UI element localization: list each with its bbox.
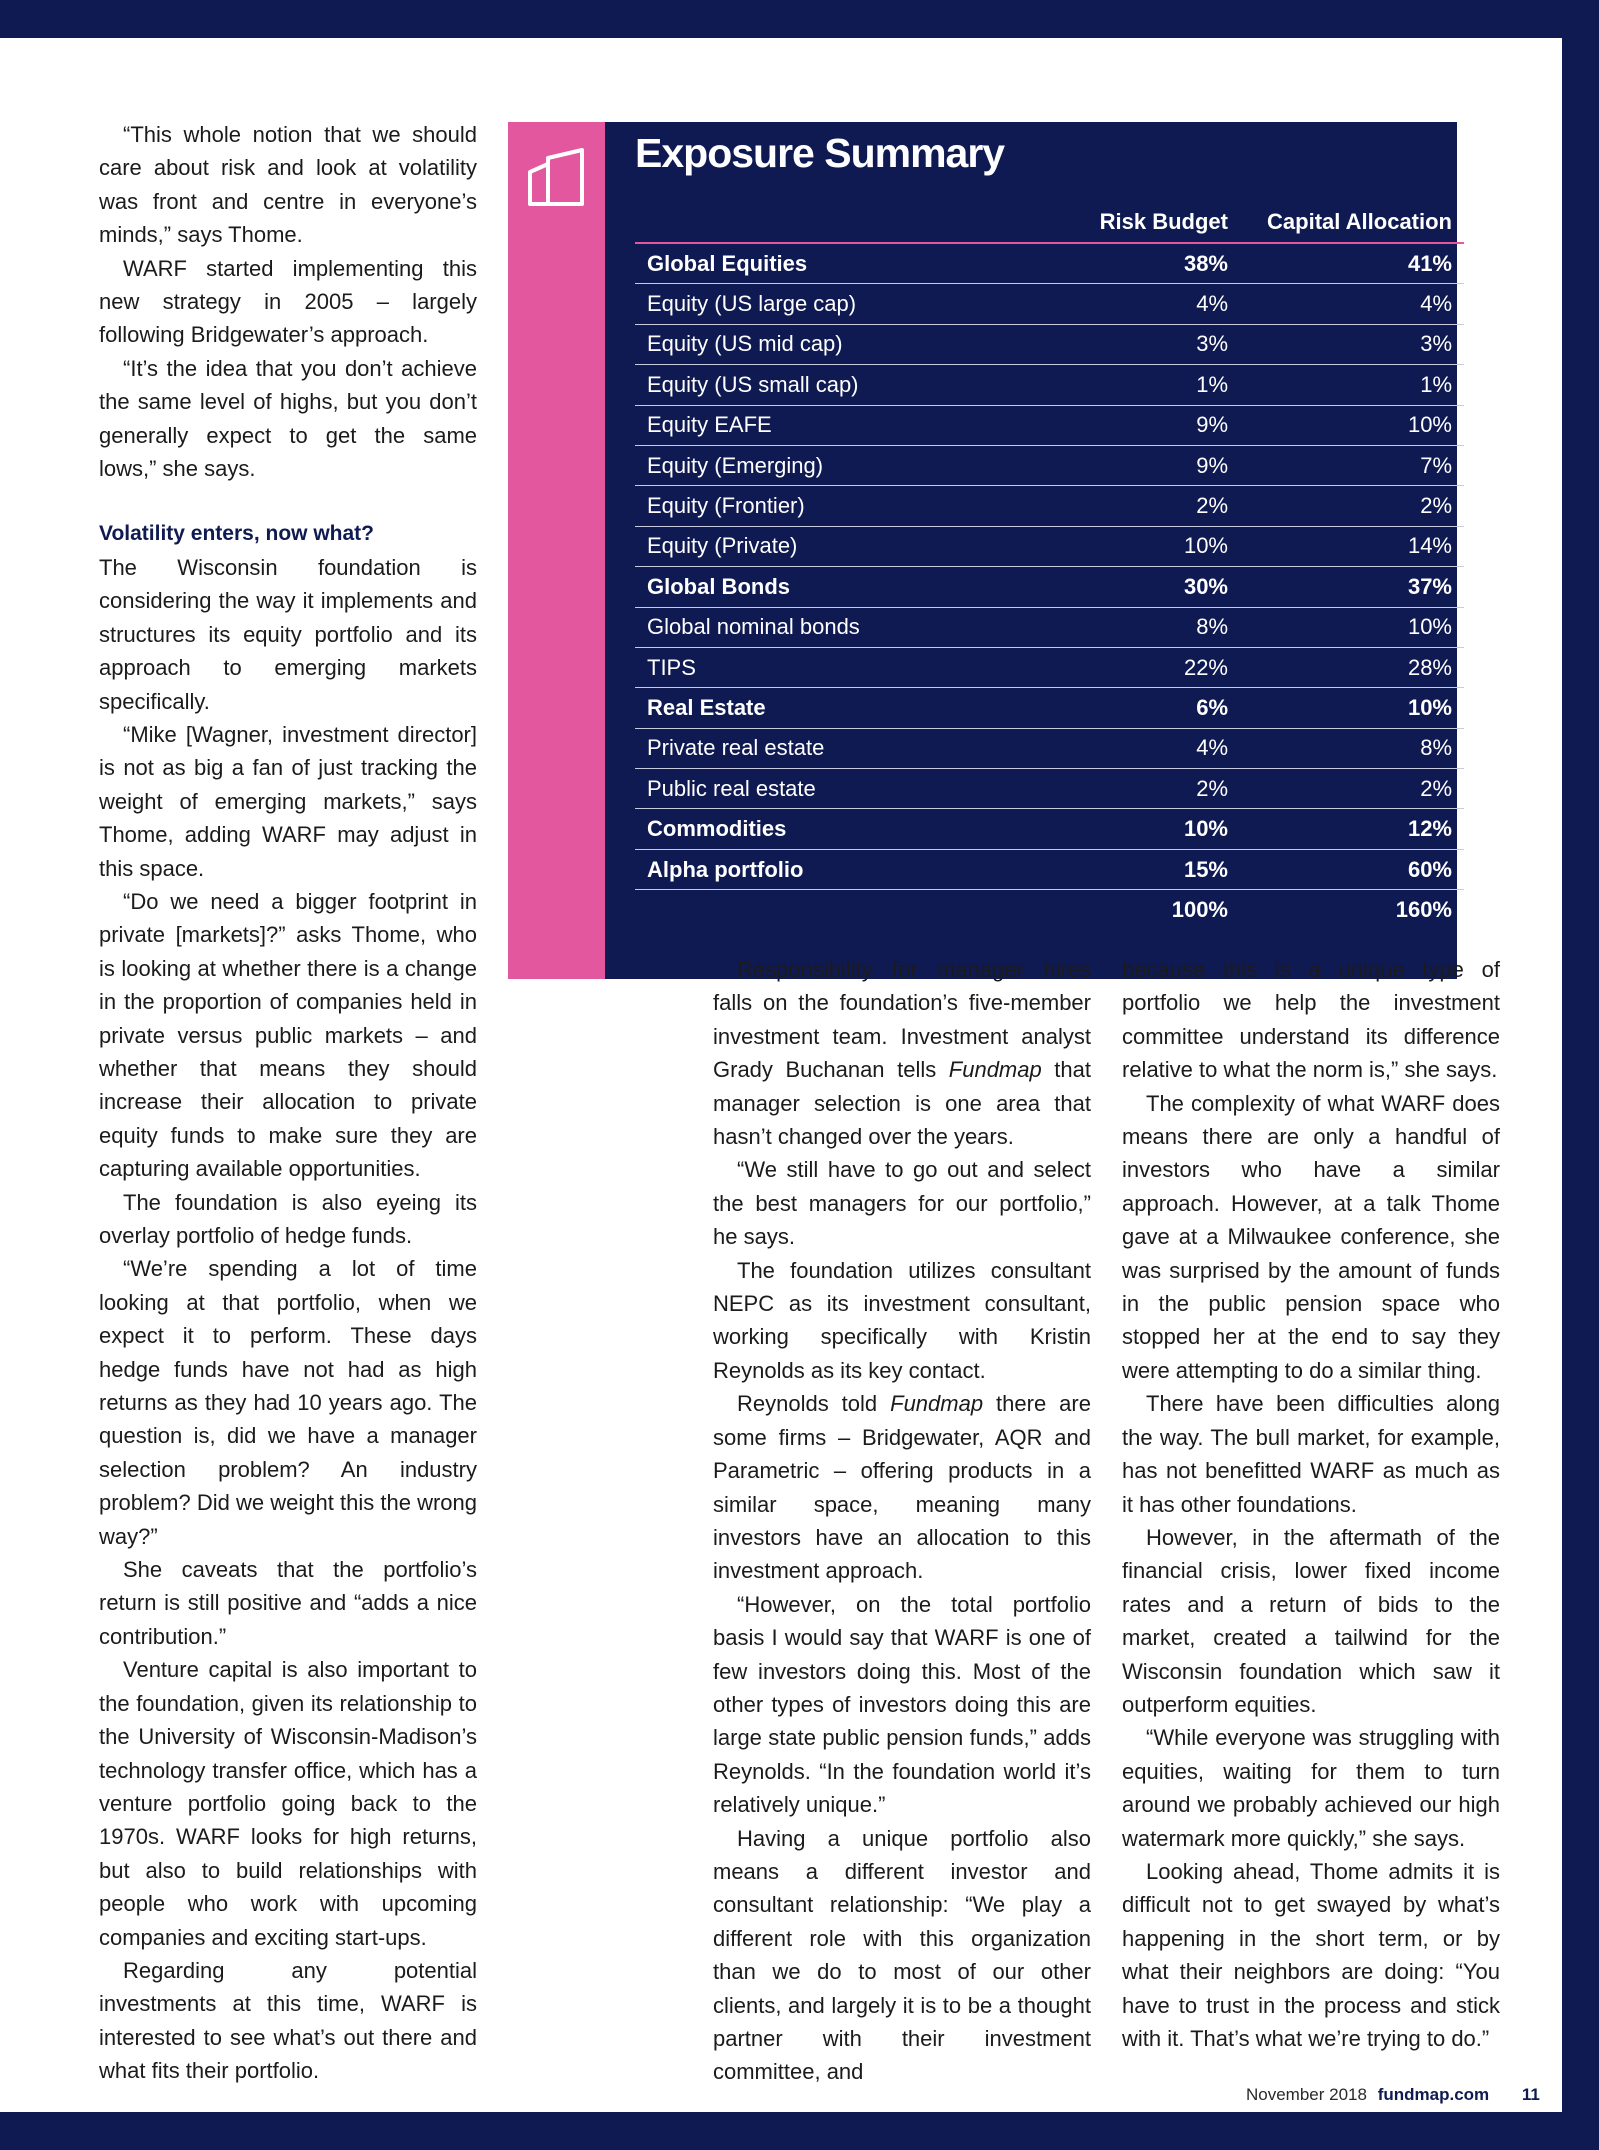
header-category (635, 202, 1036, 243)
row-risk: 6% (1036, 688, 1240, 728)
paragraph: WARF started implementing this new strategy in 2005 – largely following Bridgewater’s approach. (99, 255, 477, 348)
row-capital: 160% (1395, 896, 1452, 922)
paragraph: The complexity of what WARF does means there are only a handful of investors who have a similar approach. However, at a talk Thome gave at a Milwaukee conference, she was surprised by the amount of funds in the public pension space who stopped her at the end to say they were attempting to do a similar thing. (1122, 1090, 1500, 1383)
row-capital: 10% (1240, 607, 1464, 647)
paragraph: The foundation is also eyeing its overlay portfolio of hedge funds. (99, 1189, 477, 1248)
building-icon (526, 148, 590, 206)
magazine-page (0, 38, 1562, 2112)
table-row (635, 324, 1464, 364)
table-row (635, 567, 1464, 607)
row-risk: 38% (1036, 243, 1240, 284)
row-risk: 9% (1036, 405, 1240, 445)
row-risk: 4% (1036, 728, 1240, 768)
paragraph: because this is a unique type of portfolio we help the investment committee understand its difference relative to what the norm is,” she says. (1122, 957, 1500, 1083)
row-capital: 28% (1240, 647, 1464, 687)
row-label: Real Estate (635, 688, 1036, 728)
row-label: Equity (US small cap) (635, 365, 1036, 405)
paragraph: Having a unique portfolio also means a different investor and consultant relationship: “We play a different role with this organization than we do to most of our other clients, and largely it is to be a thought partner with their investment committee, and (713, 1825, 1091, 2085)
row-label: Equity (US large cap) (635, 284, 1036, 324)
row-risk: 100% (1171, 896, 1228, 922)
table-row (635, 809, 1464, 849)
table-row (635, 284, 1464, 324)
text-column-3 (1122, 953, 1500, 2055)
paragraph: She caveats that the portfolio’s return is still positive and “adds a nice contribution.” (99, 1557, 477, 1649)
paragraph: Venture capital is also important to the foundation, given its relationship to the University of Wisconsin-Madison’s technology transfer office, which has a venture portfolio going back to the 1970s. WARF looks for high returns, but also to build relationships with people who work with upcoming companies and exciting start-ups. (99, 1657, 477, 1950)
section-heading: Volatility enters, now what? (99, 522, 374, 546)
row-risk: 2% (1036, 486, 1240, 526)
row-label: Global nominal bonds (635, 607, 1036, 647)
row-capital: 41% (1240, 243, 1464, 284)
row-capital: 2% (1240, 769, 1464, 809)
row-capital: 37% (1240, 567, 1464, 607)
table-row (635, 688, 1464, 728)
table-row (635, 647, 1464, 687)
table-row (635, 486, 1464, 526)
table-row (635, 445, 1464, 485)
paragraph: “Do we need a bigger footprint in private [markets]?” asks Thome, who is looking at whether there is a change in the proportion of companies held in private versus public markets – and whether that means they should increase their allocation to private equity funds to make sure they are capturing available opportunities. (99, 888, 477, 1182)
panel-title: Exposure Summary (635, 130, 1005, 176)
paragraph: Regarding any potential investments at this time, WARF is interested to see what’s out there and what fits their portfolio. (99, 1957, 477, 2084)
row-risk: 8% (1036, 607, 1240, 647)
row-label: Global Bonds (635, 567, 1036, 607)
paragraph: “While everyone was struggling with equities, waiting for them to turn around we probably achieved our high watermark more quickly,” she says. (1122, 1725, 1500, 1851)
paragraph: “We still have to go out and select the best managers for our portfolio,” he says. (713, 1157, 1091, 1250)
paragraph: “Mike [Wagner, investment director] is not as big a fan of just tracking the weight of emerging markets,” says Thome, adding WARF may adjust in this space. (99, 721, 477, 881)
sidebar-accent-bar (508, 122, 605, 979)
row-label: TIPS (635, 647, 1036, 687)
row-risk: 15% (1036, 849, 1240, 889)
header-risk-budget: Risk Budget (1036, 202, 1240, 243)
paragraph: “We’re spending a lot of time looking at that portfolio, when we expect it to perform. These days hedge funds have not had as high returns as they had 10 years ago. The question is, did we have a manager selection problem? An industry problem? Did we weight this the wrong way?” (99, 1256, 477, 1549)
paragraph: There have been difficulties along the way. The bull market, for example, has not benefitted WARF as much as it has other foundations. (1122, 1391, 1500, 1517)
row-risk: 9% (1036, 445, 1240, 485)
paragraph: “This whole notion that we should care about risk and look at volatility was front and centre in everyone’s minds,” says Thome. (99, 122, 477, 248)
page-number: 11 (1521, 2085, 1540, 2104)
row-capital: 10% (1240, 688, 1464, 728)
publication-name: Fundmap (890, 1391, 984, 1417)
row-capital: 2% (1240, 486, 1464, 526)
table-header-row (635, 202, 1464, 243)
row-capital: 4% (1240, 284, 1464, 324)
table-row (635, 526, 1464, 566)
table-row (635, 728, 1464, 768)
total-row (635, 890, 1464, 930)
table-row (635, 365, 1464, 405)
site-link[interactable]: fundmap.com (1377, 2085, 1490, 2104)
row-label: Equity (Frontier) (635, 486, 1036, 526)
row-label: Equity (Emerging) (635, 445, 1036, 485)
paragraph: The Wisconsin foundation is considering the way it implements and structures its equity portfolio and its approach to emerging markets specifically. (99, 554, 477, 714)
publication-name: Fundmap (948, 1057, 1042, 1083)
row-capital: 8% (1240, 728, 1464, 768)
table-row (635, 607, 1464, 647)
row-risk: 10% (1036, 526, 1240, 566)
row-risk: 22% (1036, 647, 1240, 687)
text-column-2 (713, 953, 1091, 2089)
row-capital: 12% (1240, 809, 1464, 849)
row-risk: 3% (1036, 324, 1240, 364)
paragraph: However, in the aftermath of the financial crisis, lower fixed income rates and a return of bids to the market, created a tailwind for the Wisconsin foundation which saw it outperform equities. (1122, 1524, 1500, 1717)
row-capital: 1% (1240, 365, 1464, 405)
row-label: Commodities (635, 809, 1036, 849)
row-label: Equity (Private) (635, 526, 1036, 566)
row-risk: 4% (1036, 284, 1240, 324)
row-risk: 10% (1036, 809, 1240, 849)
table-row (635, 769, 1464, 809)
row-label: Alpha portfolio (635, 849, 1036, 889)
table-row (635, 243, 1464, 284)
row-risk: 1% (1036, 365, 1240, 405)
paragraph: Looking ahead, Thome admits it is difficult not to get swayed by what’s happening in the short term, or by what their neighbors are doing: “You have to trust in the process and stick with it. That’s what we’re trying to do.” (1122, 1858, 1500, 2051)
row-label: Global Equities (635, 243, 1036, 284)
row-capital: 7% (1240, 445, 1464, 485)
table-row (635, 849, 1464, 889)
paragraph: Responsibility for manager hires falls on the foundation’s five-member investment team. Investment analyst Grady Buchanan tells Fundmap that manager selection is one area that hasn’t changed over the years. (713, 957, 1091, 1150)
exposure-table (635, 202, 1464, 930)
row-label (635, 890, 1036, 930)
row-capital: 60% (1240, 849, 1464, 889)
row-capital: 10% (1240, 405, 1464, 445)
row-risk: 30% (1036, 567, 1240, 607)
paragraph: “It’s the idea that you don’t achieve the same level of highs, but you don’t generally expect to get the same lows,” she says. (99, 355, 477, 482)
exposure-summary-panel (605, 122, 1457, 979)
row-risk: 2% (1036, 769, 1240, 809)
row-label: Private real estate (635, 728, 1036, 768)
paragraph: “However, on the total portfolio basis I would say that WARF is one of few investors doing this. Most of the other types of investors doing this are large state public pension funds,” adds Reynolds. “In the foundation world it’s relatively unique.” (713, 1591, 1091, 1818)
row-label: Public real estate (635, 769, 1036, 809)
issue-date: November 2018 (1246, 2085, 1367, 2104)
row-capital: 14% (1240, 526, 1464, 566)
row-label: Equity EAFE (635, 405, 1036, 445)
table-row (635, 405, 1464, 445)
text-column-1 (99, 118, 477, 2088)
row-label: Equity (US mid cap) (635, 324, 1036, 364)
row-capital: 3% (1240, 324, 1464, 364)
page-footer (1246, 2085, 1540, 2105)
paragraph: The foundation utilizes consultant NEPC as its investment consultant, working specifically with Kristin Reynolds as its key contact. (713, 1257, 1091, 1383)
paragraph: Reynolds told Fundmap there are some firms – Bridgewater, AQR and Parametric – offering products in a similar space, meaning many investors have an allocation to this investment approach. (713, 1391, 1091, 1584)
header-capital-allocation: Capital Allocation (1240, 202, 1464, 243)
